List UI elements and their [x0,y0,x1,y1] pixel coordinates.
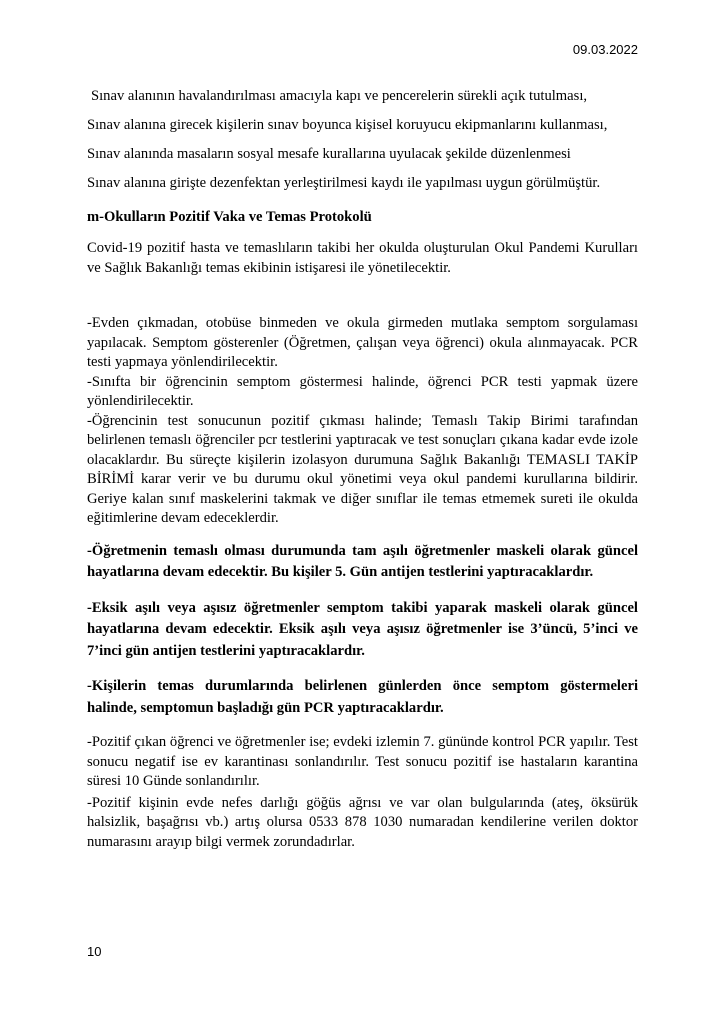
paragraph-covid-takip: Covid-19 pozitif hasta ve temaslıların takibi her okulda oluşturulan Okul Pandemi Kurulları ve Sağlık Bakanlığı temas ekibinin istişaresi ile yönetilecektir. [87,240,638,276]
intro-line: Sınav alanında masaların sosyal mesafe kurallarına uyulacak şekilde düzenlenmesi [87,146,571,162]
intro-line: Sınav alanına girişte dezenfektan yerleştirilmesi kaydı ile yapılması uygun görülmüştür. [87,175,601,191]
page-content [87,0,638,852]
paragraph-eksik-asili: -Eksik aşılı veya aşısız öğretmenler semptom takibi yaparak maskeli olarak güncel hayatlarına devam edecektir. Eksik aşılı veya aşısız öğretmenler ise 3’üncü, 5’inci ve 7’inci gün antijen testlerini yaptıracaklardır. [87,599,638,659]
paragraph-sinifta-semptom: -Sınıfta bir öğrencinin semptom göstermesi halinde, öğrenci PCR testi yapmak üzere yönlendirilecektir. [87,373,638,409]
document-date: 09.03.2022 [572,42,638,57]
page-number: 10 [87,944,102,959]
section-heading: m-Okulların Pozitif Vaka ve Temas Protokolü [87,209,372,225]
paragraph-evden-cikmadan: -Evden çıkmadan, otobüse binmeden ve okula girmeden mutlaka semptom sorgulaması yapılacak. Semptom gösterenler (Öğretmen, çalışan veya öğrenci) okula alınmayacak. PCR testi yapmaya yönlendirilecektir. [87,315,638,370]
paragraph-pozitif-kontrol: -Pozitif çıkan öğrenci ve öğretmenler ise; evdeki izlemin 7. gününde kontrol PCR yapılır. Test sonucu negatif ise ev karantinası sonlandırılır. Test sonucu pozitif ise hastaların karantina süresi 10 Günde sonlandırılır. [87,734,638,789]
intro-line: Sınav alanına girecek kişilerin sınav boyunca kişisel koruyucu ekipmanlarını kullanması, [87,117,608,133]
paragraph-pozitif-evde: -Pozitif kişinin evde nefes darlığı göğüs ağrısı ve var olan bulgularında (ateş, öksürük halsizlik, başağrısı vb.) artış olursa 0533 878 1030 numaradan kendilerine verilen doktor numarasını arayıp bilgi vermek zorundadırlar. [87,794,638,850]
paragraph-ogrenci-pozitif: -Öğrencinin test sonucunun pozitif çıkması halinde; Temaslı Takip Birimi tarafından belirlenen temaslı öğrenciler pcr testlerini yaptıracak ve test sonuçları çıkana kadar evde izole olacaklardır. Bu süreçte kişilerin izolasyon durumuna Sağlık Bakanlığı TEMASLI TAKİP BİRİMİ karar verir ve bu durumu okul yönetimi veya okul pandemi kurullarına bildirir. Geriye kalan sınıf maskelerini takmak ve diğer sınıflar ile temas etmemek sureti ile okulda eğitimlerine devam edeceklerdir. [87,412,638,526]
paragraph-ogretmen-temasli: -Öğretmenin temaslı olması durumunda tam aşılı öğretmenler maskeli olarak güncel hayatlarına devam edecektir. Bu kişiler 5. Gün antijen testlerini yaptıracaklardır. [87,542,638,580]
intro-line: Sınav alanının havalandırılması amacıyla kapı ve pencerelerin sürekli açık tutulması, [91,88,588,104]
paragraph-temas-semptom: -Kişilerin temas durumlarında belirlenen günlerden önce semptom göstermeleri halinde, semptomun başladığı gün PCR yaptıracaklardır. [87,678,638,716]
